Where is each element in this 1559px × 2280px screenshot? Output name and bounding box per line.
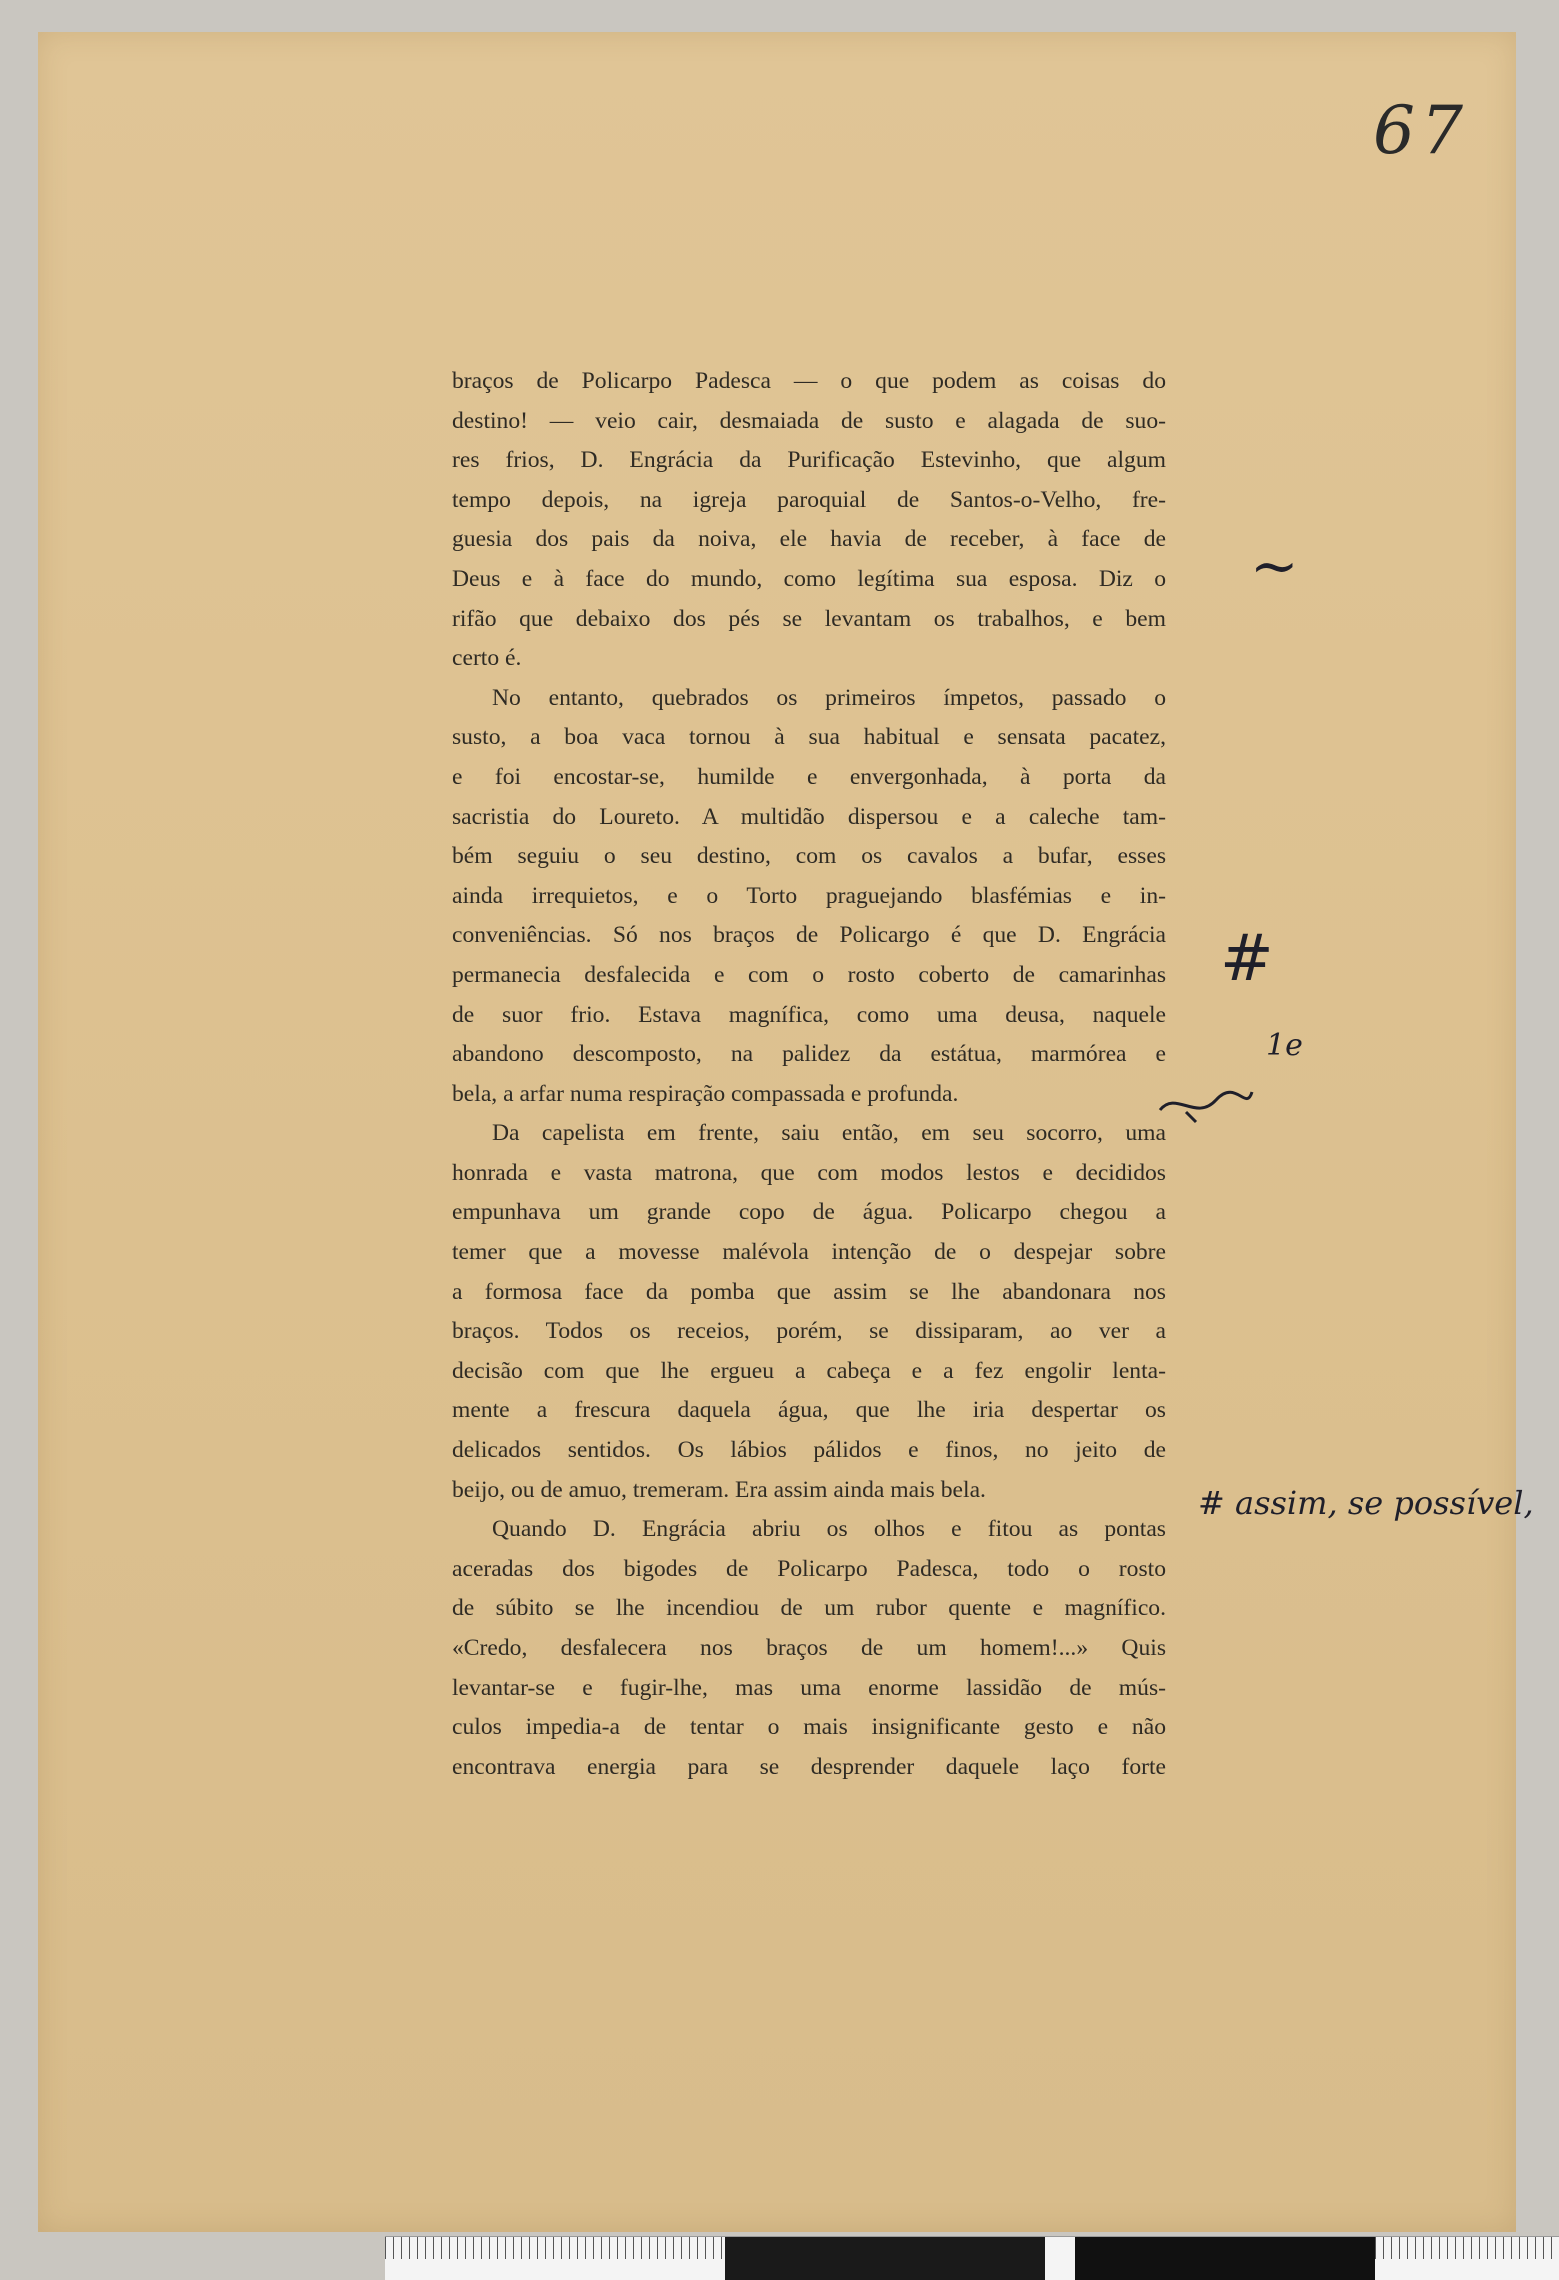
text-line: a formosa face da pomba que assim se lhe abandonara nos [452, 1278, 1166, 1305]
ruler-ticks-right [1375, 2237, 1559, 2259]
text-line: destino! — veio cair, desmaiada de susto e alagada de suo- [452, 407, 1166, 434]
page-number: 67 [1373, 92, 1469, 169]
text-line: conveniências. Só nos braços de Policargo é que D. Engrácia [452, 922, 1166, 949]
ruler-ticks [385, 2237, 725, 2259]
text-line: Deus e à face do mundo, como legítima sua esposa. Diz o [452, 565, 1166, 592]
text-line: susto, a boa vaca tornou à sua habitual e sensata pacatez, [452, 724, 1166, 751]
text-line: No entanto, quebrados os primeiros ímpetos, passado o [492, 684, 1166, 711]
text-line: beijo, ou de amuo, tremeram. Era assim ainda mais bela. [452, 1476, 986, 1503]
text-line: tempo depois, na igreja paroquial de Santos-o-Velho, fre- [452, 486, 1166, 513]
text-line: «Credo, desfalecera nos braços de um homem!...» Quis [452, 1635, 1166, 1661]
margin-tilde-mark: ~ [1250, 532, 1299, 600]
text-line: Quando D. Engrácia abriu os olhos e fitou as pontas [492, 1516, 1166, 1543]
text-line: abandono descomposto, na palidez da estátua, marmórea e [452, 1041, 1166, 1068]
text-line: res frios, D. Engrácia da Purificação Estevinho, que algum [452, 447, 1166, 474]
text-line: de súbito se lhe incendiou de um rubor quente e magnífico. [452, 1595, 1166, 1622]
color-patch-dark [725, 2237, 1045, 2280]
body-text [452, 362, 1166, 1787]
text-line: aceradas dos bigodes de Policarpo Padesca, todo o rosto [452, 1555, 1166, 1582]
text-line: ainda irrequietos, e o Torto praguejando blasfémias e in- [452, 882, 1166, 909]
text-line: levantar-se e fugir-lhe, mas uma enorme lassidão de mús- [452, 1674, 1166, 1701]
margin-hash-mark: # [1220, 922, 1274, 996]
text-line: permanecia desfalecida e com o rosto coberto de camarinhas [452, 961, 1166, 988]
text-line: certo é. [452, 645, 522, 672]
text-line: e foi encostar-se, humilde e envergonhada, à porta da [452, 763, 1166, 790]
text-line: de suor frio. Estava magnífica, como uma deusa, naquele [452, 1001, 1166, 1028]
text-line: rifão que debaixo dos pés se levantam os trabalhos, e bem [452, 605, 1166, 632]
text-line: culos impedia-a de tentar o mais insignificante gesto e não [452, 1714, 1166, 1741]
text-line: sacristia do Loureto. A multidão dispersou e a caleche tam- [452, 803, 1166, 830]
margin-insert-note: # assim, se possível, [1198, 1484, 1534, 1522]
delete-mark-icon [1156, 1082, 1256, 1126]
text-line: braços. Todos os receios, porém, se dissiparam, ao ver a [452, 1318, 1166, 1345]
color-patch-light [1045, 2237, 1075, 2280]
text-line: guesia dos pais da noiva, ele havia de receber, à face de [452, 526, 1166, 553]
color-patch-black [1075, 2237, 1375, 2280]
text-line: delicados sentidos. Os lábios pálidos e finos, no jeito de [452, 1437, 1166, 1464]
text-line: bém seguiu o seu destino, com os cavalos a bufar, esses [452, 843, 1166, 870]
text-line: Da capelista em frente, saiu então, em seu socorro, uma [492, 1120, 1166, 1147]
margin-1e-note: 1e [1266, 1028, 1303, 1063]
text-line: encontrava energia para se desprender daquele laço forte [452, 1753, 1166, 1780]
text-line: braços de Policarpo Padesca — o que podem as coisas do [452, 368, 1166, 394]
text-line: temer que a movesse malévola intenção de o despejar sobre [452, 1239, 1166, 1266]
scale-ruler [385, 2236, 1559, 2280]
text-line: honrada e vasta matrona, que com modos lestos e decididos [452, 1159, 1166, 1186]
text-line: mente a frescura daquela água, que lhe iria despertar os [452, 1397, 1166, 1424]
text-line: empunhava um grande copo de água. Policarpo chegou a [452, 1199, 1166, 1226]
text-line: decisão com que lhe ergueu a cabeça e a fez engolir lenta- [452, 1357, 1166, 1384]
text-line: bela, a arfar numa respiração compassada e profunda. [452, 1080, 959, 1107]
manuscript-page [38, 32, 1534, 2232]
